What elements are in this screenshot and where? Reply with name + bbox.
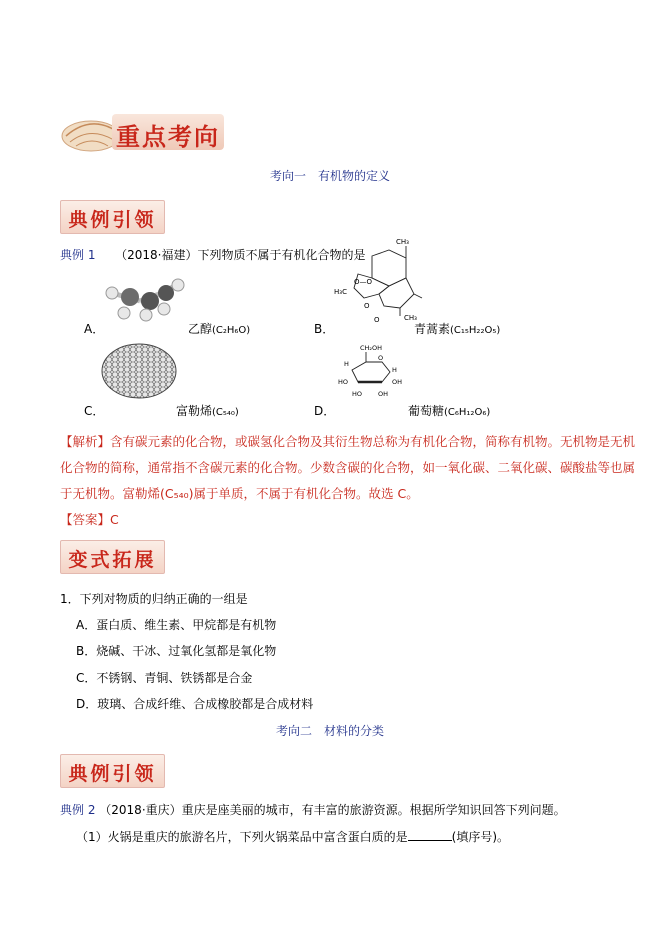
example2-stem-line <box>60 801 566 818</box>
example2-stem: （2018·重庆）重庆是座美丽的城市，有丰富的旅游资源。根据所学知识回答下列问题。 <box>99 803 566 817</box>
option-c-name: 富勒烯 <box>176 404 213 418</box>
variation-text: 变式拓展 <box>68 549 157 571</box>
section-title-2: 考向二 材料的分类 <box>276 724 385 738</box>
glucose-h1: H <box>344 360 349 368</box>
section-banner <box>60 112 224 154</box>
example-lead-text: 典例引领 <box>68 209 157 231</box>
glucose-ho1: HO <box>338 378 349 386</box>
glucose-oh1: OH <box>392 378 403 386</box>
section-title-1: 考向一 有机物的定义 <box>270 169 391 183</box>
option-d-letter: D． <box>314 404 336 418</box>
example1-stem: （2018·福建）下列物质不属于有机化合物的是 <box>115 248 366 262</box>
artemisinin-peroxide: O—O <box>354 278 373 286</box>
option-b-formula: (C₁₅H₂₂O₅) <box>450 325 501 336</box>
artemisinin-ch3-top: CH₃ <box>396 238 409 246</box>
option-a-label <box>188 320 250 337</box>
option-b-label <box>414 320 500 337</box>
option-c-formula: (C₅₄₀) <box>212 407 239 418</box>
glucose-ho2: HO <box>352 390 363 398</box>
analysis-line-2: 化合物的简称，通常指不含碳元素的化合物。少数含碳的化合物，如一氧化碳、二氧化碳、碳酸盐等也属 <box>60 460 636 475</box>
glucose-o: O <box>378 354 384 362</box>
option-c-label <box>176 402 239 419</box>
example-lead-text-2: 典例引领 <box>68 763 157 785</box>
answer-blank <box>408 840 452 841</box>
example2-q1-prefix: （1）火锅是重庆的旅游名片，下列火锅菜品中富含蛋白质的是 <box>76 830 408 844</box>
artemisinin-ch3-right: CH₃ <box>404 314 417 322</box>
answer-line: 【答案】C <box>60 512 119 527</box>
option-b-letter: B． <box>314 322 335 336</box>
exercise1-option-a: A．蛋白质、维生素、甲烷都是有机物 <box>76 618 277 632</box>
example2-q1-line <box>76 828 509 845</box>
option-d-name: 葡萄糖 <box>408 404 445 418</box>
exercise1-option-b: B．烧碱、干冰、过氧化氢都是氧化物 <box>76 644 277 658</box>
glucose-oh2: OH <box>378 390 389 398</box>
glucose-h2: H <box>392 366 397 374</box>
option-a-name: 乙醇 <box>188 322 213 336</box>
example1-stem-line <box>60 246 365 263</box>
option-d-formula: (C₆H₁₂O₆) <box>444 407 491 418</box>
example-lead-label <box>60 200 165 234</box>
analysis-line-1: 【解析】含有碳元素的化合物，或碳氢化合物及其衍生物总称为有机化合物，简称有机物。无机物是无机 <box>60 434 636 449</box>
example2-tag: 典例 2 <box>60 803 96 817</box>
glucose-structure-image <box>338 342 406 400</box>
example2-q1-suffix: (填序号)。 <box>451 830 510 844</box>
exercise1-option-c: C．不锈钢、青铜、铁锈都是合金 <box>76 671 253 685</box>
analysis-line-3: 于无机物。富勒烯(C₅₄₀)属于单质，不属于有机化合物。故选 C。 <box>60 486 419 501</box>
artemisinin-h3c: H₃C <box>334 288 347 296</box>
artemisinin-structure-image <box>334 236 424 324</box>
fullerene-image <box>100 342 178 400</box>
option-d-label <box>408 402 490 419</box>
glucose-ch2oh: CH₂OH <box>360 344 383 352</box>
option-b-name: 青蒿素 <box>414 322 451 336</box>
exercise1-option-d: D．玻璃、合成纤维、合成橡胶都是合成材料 <box>76 697 314 711</box>
example-lead-label-2 <box>60 754 165 788</box>
option-a-formula: (C₂H₆O) <box>212 325 251 336</box>
banner-title: 重点考向 <box>116 122 220 151</box>
exercise1-stem: 1．下列对物质的归纳正确的一组是 <box>60 592 248 606</box>
option-a-letter: A． <box>84 322 105 336</box>
variation-label <box>60 540 165 574</box>
ethanol-model-image <box>100 275 185 327</box>
artemisinin-o1: O <box>364 302 370 310</box>
option-c-letter: C． <box>84 404 105 418</box>
artemisinin-o2: O <box>374 316 380 324</box>
example1-tag: 典例 1 <box>60 248 96 262</box>
